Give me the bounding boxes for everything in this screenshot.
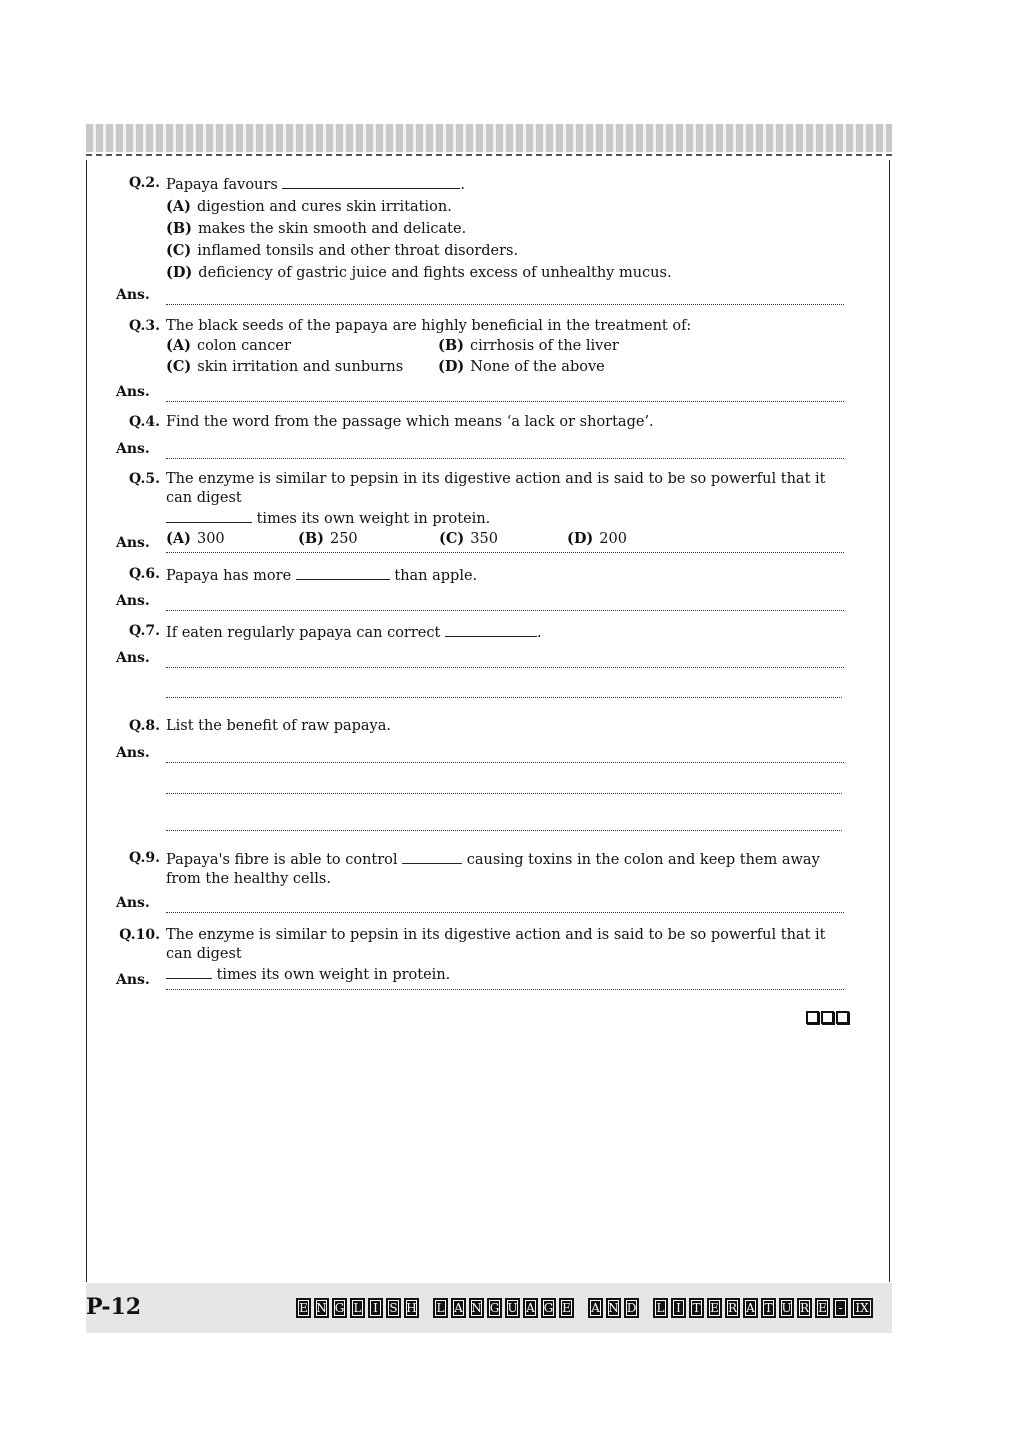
title-letter: N (469, 1298, 484, 1318)
title-letter: S (386, 1298, 401, 1318)
question-number: Q.3. (129, 318, 160, 334)
title-spacer (422, 1298, 430, 1318)
title-spacer (642, 1298, 650, 1318)
header-pattern-band (86, 124, 892, 152)
page-number: P-12 (86, 1294, 142, 1320)
title-letter: U (779, 1298, 794, 1318)
answer-line[interactable]: Ans. (116, 649, 844, 668)
question-5: Q.5. The enzyme is similar to pepsin in its digestive action and is said to be so powerful that it can digest times its own weight in protein. (A) 300 (B) 250 (C) 350 (D) 200 (129, 471, 826, 547)
answer-line[interactable]: Ans. (116, 440, 844, 459)
option-a: (A) digestion and cures skin irritation. (166, 198, 452, 215)
option-a: (A) colon cancer (166, 337, 291, 354)
title-letter: I (671, 1298, 686, 1318)
option-a: (A) 300 (166, 530, 225, 547)
answer-line[interactable]: Ans. (116, 744, 844, 763)
question-stem: List the benefit of raw papaya. (166, 718, 391, 734)
title-spacer (577, 1298, 585, 1318)
fill-blank (402, 849, 462, 864)
answer-line[interactable]: Ans. (116, 971, 844, 990)
answer-extra-line[interactable] (166, 830, 842, 831)
right-margin-rule (889, 160, 890, 1282)
question-2: Q.2. Papaya favours . (A) digestion and cures skin irritation. (B) makes the skin smooth and delicate. (C) inflamed tonsils and other throat disorders. (D) deficiency of gastric juice and fights excess of unhealthy mucus. (116, 174, 844, 283)
title-letter: - (833, 1298, 848, 1318)
title-letter: A (523, 1298, 538, 1318)
question-9: Q.9. Papaya's fibre is able to control causing toxins in the colon and keep them away from the healthy cells. (129, 850, 820, 887)
fill-blank (296, 565, 390, 580)
title-letter: A (588, 1298, 603, 1318)
left-margin-rule (86, 160, 87, 1282)
question-stem: The enzyme is similar to pepsin in its digestive action and is said to be so powerful that it can digest (166, 471, 826, 506)
title-letter: L (350, 1298, 365, 1318)
option-c: (C) inflamed tonsils and other throat disorders. (166, 242, 519, 259)
title-letter: I (368, 1298, 383, 1318)
title-letter: N (606, 1298, 621, 1318)
title-letter: G (541, 1298, 556, 1318)
question-stem: If eaten regularly papaya can correct (166, 625, 441, 641)
question-6: Q.6. Papaya has more than apple. (129, 566, 478, 584)
answer-line[interactable]: Ans. (116, 592, 844, 611)
question-number: Q.2. (129, 175, 160, 191)
title-letter: A (451, 1298, 466, 1318)
answer-extra-line[interactable] (166, 697, 842, 698)
fill-blank (282, 174, 460, 189)
question-4: Q.4. Find the word from the passage which means ‘a lack or shortage’. (116, 413, 844, 432)
answer-label: Ans. (116, 287, 150, 303)
fill-blank (166, 508, 252, 523)
option-b: (B) cirrhosis of the liver (438, 337, 619, 354)
title-letter: T (761, 1298, 776, 1318)
option-d: (D) 200 (567, 530, 627, 547)
title-letter: E (815, 1298, 830, 1318)
option-c: (C) skin irritation and sunburns (166, 358, 404, 375)
question-10: Q.10. The enzyme is similar to pepsin in its digestive action and is said to be so powerful that it can digest times its own weight in protein. (119, 927, 826, 983)
question-stem: Find the word from the passage which means ‘a lack or shortage’. (166, 414, 654, 430)
option-c: (C) 350 (439, 530, 498, 547)
header-dashed-rule (86, 154, 892, 156)
title-letter: T (689, 1298, 704, 1318)
answer-line[interactable]: Ans. (116, 383, 844, 402)
title-letter: A (743, 1298, 758, 1318)
title-letter: E (559, 1298, 574, 1318)
title-letter: L (433, 1298, 448, 1318)
option-b: (B) 250 (298, 530, 358, 547)
title-letter: L (653, 1298, 668, 1318)
question-stem: Papaya has more (166, 568, 292, 584)
question-stem: The black seeds of the papaya are highly beneficial in the treatment of: (166, 318, 692, 334)
end-marker-icon (806, 1011, 849, 1024)
title-letter: E (707, 1298, 722, 1318)
question-stem: Papaya's fibre is able to control (166, 852, 398, 868)
answer-extra-line[interactable] (166, 793, 842, 794)
title-letter: R (725, 1298, 740, 1318)
option-d: (D) None of the above (438, 358, 605, 375)
option-b: (B) makes the skin smooth and delicate. (166, 220, 467, 237)
title-letter: H (404, 1298, 419, 1318)
title-letter: G (332, 1298, 347, 1318)
title-letter: U (505, 1298, 520, 1318)
question-8: Q.8. List the benefit of raw papaya. (116, 717, 844, 736)
title-letter: D (624, 1298, 639, 1318)
title-letter: IX (851, 1298, 873, 1318)
question-3 (116, 317, 844, 377)
answer-line[interactable]: Ans. (116, 894, 844, 913)
title-letter: R (797, 1298, 812, 1318)
title-letter: G (487, 1298, 502, 1318)
title-letter: E (296, 1298, 311, 1318)
title-letter: N (314, 1298, 329, 1318)
fill-blank (445, 622, 537, 637)
question-7: Q.7. If eaten regularly papaya can correct . (129, 623, 542, 641)
answer-line[interactable]: Ans. (116, 534, 844, 553)
question-stem: The enzyme is similar to pepsin in its digestive action and is said to be so powerful that it can digest (166, 927, 826, 962)
answer-line[interactable] (116, 286, 844, 305)
question-stem: Papaya favours (166, 177, 278, 193)
option-d: (D) deficiency of gastric juice and fights excess of unhealthy mucus. (166, 264, 672, 281)
book-title (296, 1298, 873, 1318)
